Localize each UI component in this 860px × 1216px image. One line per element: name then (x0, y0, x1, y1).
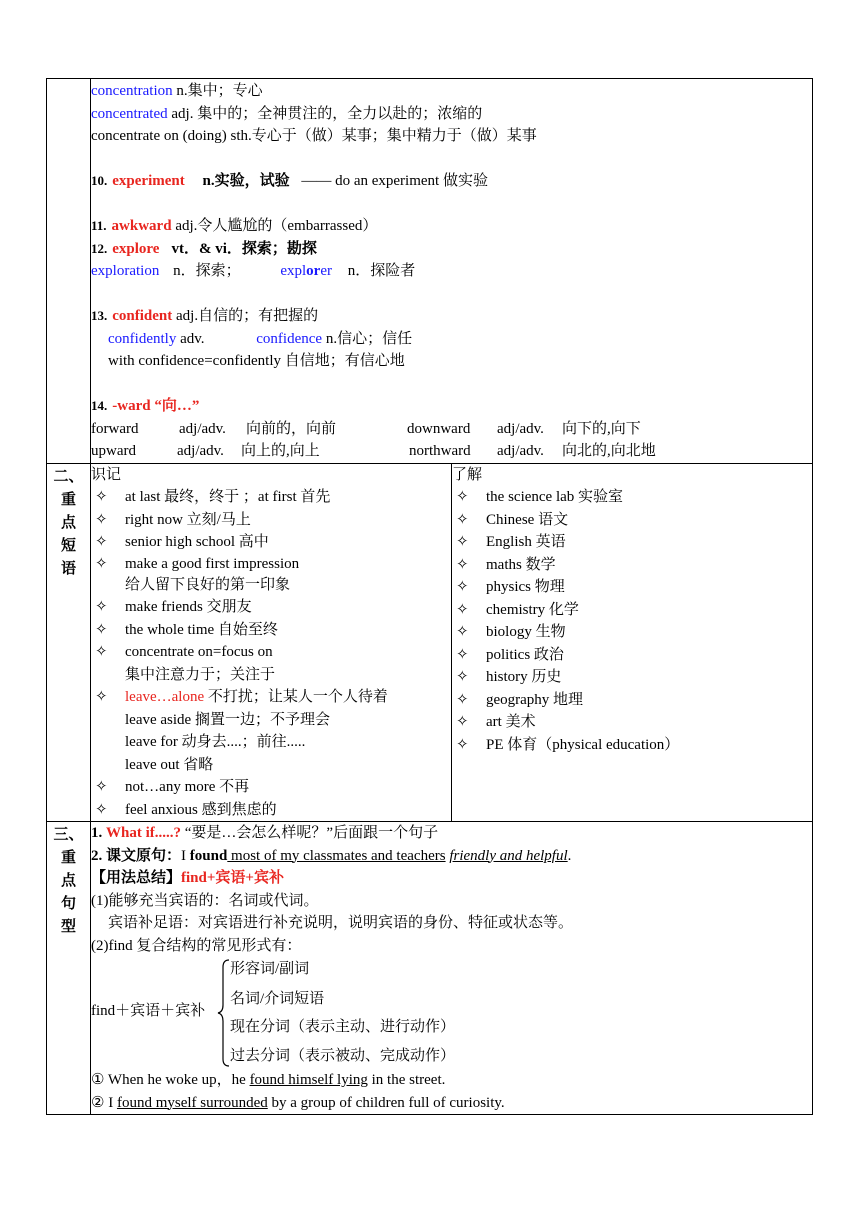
usage-point: (1)能够充当宾语的：名词或代词。 (91, 892, 319, 909)
bullet-icon: ✧ (456, 511, 469, 528)
vocab-item-14 (91, 395, 812, 418)
subject-item: ✧ history 历史 (452, 666, 812, 689)
subject-item: ✧ the science lab 实验室 (452, 486, 812, 509)
bullet-icon: ✧ (456, 579, 469, 595)
phrase-item: ✧ make friends 交朋友 (91, 596, 451, 619)
keyword: explore (112, 240, 160, 257)
sentences-row (47, 822, 813, 1115)
phrases-row (47, 463, 813, 822)
ward-meaning: 向北的,向北地 (562, 443, 656, 459)
ward-meaning: 向前的，向前 (246, 420, 337, 437)
find-structure-label: find＋宾语＋宾补 (91, 1003, 206, 1019)
ward-meaning: 向上的,向上 (241, 443, 320, 459)
vocab-cell (91, 79, 813, 464)
definition: n．探险者 (347, 263, 416, 279)
part-of-speech: adv. (176, 330, 205, 347)
understand-title: 了解 (452, 466, 483, 483)
notes-table (46, 78, 813, 1115)
usage-summary: 【用法总结】find+宾语+宾补 (91, 870, 284, 886)
spacer (91, 373, 812, 396)
find-structure-diagram (91, 957, 812, 1069)
bullet-icon: ✧ (456, 489, 469, 505)
def-concentration: n.集中；专心 (172, 83, 263, 99)
spacer (91, 148, 812, 171)
phrase-item: ✧ senior high school 高中 (91, 531, 451, 554)
vocab-item-11 (91, 215, 812, 238)
phrase-item: leave aside 搁置一边；不予理会 (125, 711, 330, 728)
ward-pos: adj/adv. (177, 443, 224, 459)
bullet-icon: ✧ (95, 489, 108, 505)
bullet-icon: ✧ (95, 644, 108, 660)
vocab-item-12 (91, 238, 812, 261)
bullet-icon: ✧ (456, 669, 469, 685)
subject-item: ✧ English 英语 (452, 531, 812, 554)
bullet-icon: ✧ (95, 534, 108, 550)
brace-icon (217, 959, 231, 1067)
definition: adj.自信的；有把握的 (172, 308, 319, 324)
definition: —— do an experiment 做实验 (301, 173, 488, 189)
keyword: awkward (111, 218, 172, 234)
worksheet (46, 78, 812, 1115)
usage-point: 宾语补足语：对宾语进行补充说明，说明宾语的身份、特征或状态等。 (108, 915, 574, 931)
word-exploration: exploration (91, 263, 160, 279)
subject-item: ✧ physics 物理 (452, 576, 812, 599)
bullet-icon: ✧ (95, 801, 108, 818)
ward-word: northward (409, 443, 471, 459)
item-number: 14. (91, 398, 108, 413)
memorize-phrases-cell (91, 463, 452, 822)
subject-item: ✧ geography 地理 (452, 689, 812, 712)
phrase-meaning: 给人留下良好的第一印象 (125, 576, 291, 593)
item-number: 11. (91, 218, 107, 233)
phrase-item: leave out 省略 (125, 756, 214, 773)
bullet-icon: ✧ (456, 601, 469, 618)
find-structure-forms (230, 957, 455, 1069)
phrase-item: ✧ not…any more 不再 (91, 776, 451, 799)
phrase-item: ✧ right now 立刻/马上 (91, 509, 451, 532)
vocab-line (91, 80, 812, 103)
subject-item: ✧ politics 政治 (452, 644, 812, 667)
def-concentrated: adj. 集中的；全神贯注的，全力以赴的；浓缩的 (167, 105, 483, 122)
bullet-icon: ✧ (95, 511, 108, 528)
pattern-keyword: What if.....? (106, 825, 181, 841)
bullet-icon: ✧ (95, 599, 108, 615)
subject-item: ✧ biology 生物 (452, 621, 812, 644)
word-confidence: confidence (256, 330, 323, 347)
phrase-item: ✧ make a good first impression (91, 554, 451, 574)
ward-word: forward (91, 420, 139, 437)
ward-pos: adj/adv. (497, 443, 544, 459)
keyword: experiment (112, 173, 185, 189)
word-explorer: explorer (280, 263, 332, 279)
example-1: ① When he woke up，he found himself lying in the street. (91, 1072, 446, 1088)
subject-item: ✧ art 美术 (452, 711, 812, 734)
subject-item: ✧ PE 体育（physical education） (452, 734, 812, 757)
definition: adj.令人尴尬的（embarrassed） (171, 218, 378, 234)
vocab-line: with confidence=confidently 自信地；有信心地 (108, 353, 405, 369)
word-confidently: confidently (108, 330, 177, 347)
form-option: 现在分词（表示主动、进行动作） (230, 1019, 456, 1035)
phrase-item: ✧ leave…alone 不打扰；让某人一个人待着 (91, 686, 451, 709)
phrase-item: leave for 动身去....；前往..... (125, 734, 306, 750)
bullet-icon: ✧ (95, 689, 108, 705)
phrases-side-label: 二、 重 点 短 语 (47, 463, 91, 822)
understand-phrases-cell (452, 463, 813, 822)
spacer (91, 193, 812, 216)
bullet-icon: ✧ (456, 646, 469, 663)
phrase-item: ✧ the whole time 自始至终 (91, 619, 451, 642)
word-concentrated: concentrated (91, 105, 168, 122)
bullet-icon: ✧ (456, 714, 469, 730)
sentence-item-1: 1. What if.....? “要是…会怎么样呢？”后面跟一个句子 (91, 825, 439, 841)
bullet-icon: ✧ (456, 556, 469, 573)
phrase-meaning: 集中注意力于；关注于 (125, 666, 276, 683)
part-of-speech: vt．& vi．探索；勘探 (171, 240, 317, 257)
bullet-icon: ✧ (456, 624, 469, 640)
part-of-speech: n.实验，试验 (202, 173, 290, 189)
ward-pos: adj/adv. (497, 420, 544, 437)
item-number: 10. (91, 173, 108, 188)
phrase-item: ✧ concentrate on=focus on (91, 641, 451, 664)
vocab-line: concentrate on (doing) sth.专心于（做）某事；集中精力于（做）某事 (91, 128, 537, 144)
phrase-item: ✧ feel anxious 感到焦虑的 (91, 799, 451, 822)
bullet-icon: ✧ (95, 621, 108, 638)
sentences-side-label: 三、 重 点 句 型 (47, 822, 91, 1115)
ward-row (91, 418, 812, 441)
vocab-row (47, 79, 813, 464)
vocab-item-13 (91, 305, 812, 328)
ward-pos: adj/adv. (179, 420, 226, 437)
bullet-icon: ✧ (95, 555, 108, 572)
usage-point: (2)find 复合结构的常见形式有： (91, 937, 302, 954)
definition: n．探索； (173, 263, 241, 279)
vocab-line (91, 328, 812, 351)
bullet-icon: ✧ (456, 534, 469, 550)
memorize-title: 识记 (91, 466, 122, 483)
sentence-item-2: 2. 课文原句：I found most of my classmates and teachers friendly and helpful. (91, 847, 572, 864)
subject-item: ✧ Chinese 语文 (452, 509, 812, 532)
subject-item: ✧ maths 数学 (452, 554, 812, 577)
subject-item: ✧ chemistry 化学 (452, 599, 812, 622)
vocab-side-cell (47, 79, 91, 464)
vocab-line (91, 260, 812, 283)
definition: n.信心；信任 (322, 330, 413, 347)
item-number: 13. (91, 308, 108, 323)
keyword: -ward “向…” (112, 398, 200, 414)
form-option: 过去分词（表示被动、完成动作） (230, 1048, 456, 1064)
spacer (91, 283, 812, 306)
ward-meaning: 向下的,向下 (562, 420, 641, 437)
sentences-cell (91, 822, 813, 1115)
bullet-icon: ✧ (456, 691, 469, 708)
bullet-icon: ✧ (456, 736, 469, 753)
phrase-item: ✧ at last 最终，终于 ；at first 首先 (91, 486, 451, 509)
form-option: 形容词/副词 (230, 961, 310, 977)
vocab-line (91, 103, 812, 126)
item-number: 12. (91, 240, 108, 256)
ward-word: upward (91, 443, 136, 459)
word-concentration: concentration (91, 83, 173, 99)
ward-row (91, 440, 812, 463)
ward-word: downward (407, 420, 471, 437)
form-option: 名词/介词短语 (230, 991, 325, 1007)
bullet-icon: ✧ (95, 779, 108, 795)
vocab-item-10 (91, 170, 812, 193)
example-2: ② I found myself surrounded by a group of children full of curiosity. (91, 1094, 505, 1111)
keyword: confident (112, 308, 173, 324)
